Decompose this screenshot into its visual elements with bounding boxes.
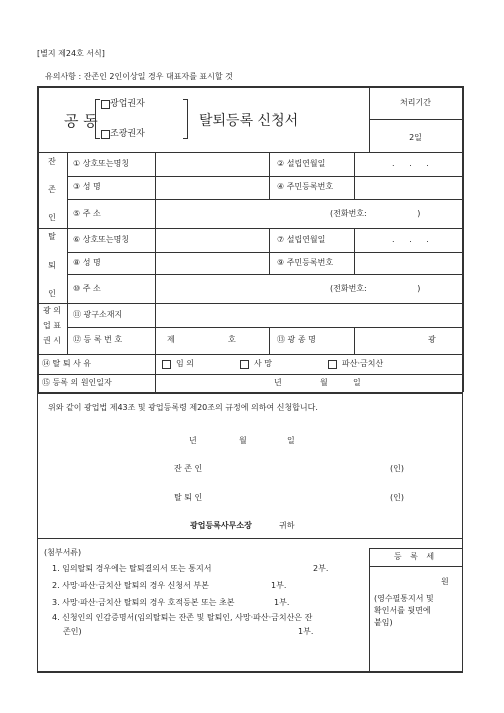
field-1-label: ① 상호또는명칭 [73,159,130,168]
field-14-label: ⑭ 탈 퇴 사 유 [42,359,92,368]
option-death: 사 망 [254,359,272,368]
field-6-label: ⑥ 상호또는명칭 [73,235,130,244]
cause-date-year: 년 [274,378,282,387]
registration-tax-input[interactable] [370,567,462,597]
withdrawer-label-3: 인 [48,289,56,298]
list-item: 1. 임의탈퇴 경우에는 탈퇴결의서 또는 통지서 [52,564,212,573]
list-item: 4. 신청인의 인감증명서(임의탈퇴는 잔존 및 탈퇴인, 사망·파산·금치산은 잔 [52,613,313,622]
field-6-input[interactable] [156,229,268,251]
field-9-input[interactable] [355,253,461,273]
processing-period-label: 처리기간 [400,98,431,107]
field-10-phone: (전화번호: ) [330,284,421,293]
field-5-phone: (전화번호: ) [330,209,421,218]
withdrawer-signer-seal[interactable]: (인) [390,493,404,502]
recipient: 광업등록사무소장 [190,521,252,530]
field-11-label: ⑪ 광구소재지 [73,310,123,319]
remaining-signer-label: 잔 존 인 [174,464,203,473]
cause-date-day: 일 [353,378,361,387]
field-4-label: ④ 주민등록번호 [277,182,334,191]
checkbox-bankruptcy[interactable] [328,360,337,369]
field-5-label: ⑤ 주 소 [73,209,101,218]
list-item: 2. 사망·파산·금치산 탈퇴의 경우 신청서 부본 [52,581,209,590]
field-8-label: ⑧ 성 명 [73,258,101,267]
option-mining-right-holder: 광업권자 [110,99,145,109]
checkbox-voluntary[interactable] [162,360,171,369]
registration-tax-note-1: (영수필통지서 및 [374,594,434,603]
field-10-label: ⑩ 주 소 [73,284,101,293]
remaining-person-label-1: 잔 [48,157,56,166]
field-15-label: ⑮ 등록 의 원인일자 [42,378,112,387]
registration-tax-label: 등 록 세 [393,552,438,561]
field-11-input[interactable] [156,304,461,326]
recipient-honorific: 귀하 [279,521,295,530]
checkbox-lease-right-holder[interactable] [101,130,110,139]
list-item-qty: 2부. [313,564,329,573]
mining-label-1: 광 의 [43,306,61,315]
statement-day: 일 [287,436,295,445]
withdrawer-label-2: 퇴 [48,261,56,270]
registration-tax-unit: 원 [441,577,449,586]
form-title: 탈퇴등록 신청서 [199,113,299,129]
option-bankruptcy: 파산·금치산 [342,359,384,368]
withdrawer-signer-label: 탈 퇴 인 [174,493,203,502]
option-voluntary: 임 의 [176,359,194,368]
field-4-input[interactable] [355,177,461,198]
statement-month: 월 [239,436,247,445]
mining-label-2: 업 표 [43,321,61,330]
field-2-input[interactable]: . . . [392,159,435,168]
registration-tax-note-3: 붙임) [374,618,393,627]
field-3-label: ③ 성 명 [73,182,101,191]
list-item-qty: 1부. [271,581,287,590]
field-7-input[interactable]: . . . [392,235,435,244]
field-2-label: ② 설립연월일 [277,159,326,168]
form-number: [별지 제24호 서식] [37,49,105,58]
title-prefix: 공 동 [64,112,98,130]
list-item: 3. 사망·파산·금치산 탈퇴의 경우 호적등본 또는 초본 [52,598,235,607]
field-3-input[interactable] [156,177,268,198]
checkbox-mining-right-holder[interactable] [101,100,110,109]
remaining-person-label-2: 존 [48,185,56,194]
field-13-label: ⑬ 광 종 명 [277,335,316,344]
notice-text: 유의사항 : 잔존인 2인이상일 경우 대표자를 표시할 것 [45,72,233,81]
application-statement: 위와 같이 광업법 제43조 및 광업등록령 제20조의 규정에 의하여 신청합니다. [48,403,318,412]
field-13-suffix: 광 [428,335,436,344]
option-lease-right-holder: 조광권자 [110,129,145,139]
statement-year: 년 [189,436,197,445]
registration-tax-note-2: 확인서를 뒷면에 [374,606,431,615]
processing-period-value: 2일 [409,133,422,142]
attachments-title: (첨부서류) [44,548,82,557]
withdrawer-label-1: 탈 [48,232,56,241]
list-item-qty: 1부. [274,598,290,607]
title-bracket-open [95,99,100,139]
field-12-label: ⑫ 등 록 번 호 [73,335,123,344]
list-item-qty: 1부. [298,627,314,636]
cause-date-month: 월 [320,378,328,387]
mining-label-3: 권 시 [43,336,61,345]
field-9-label: ⑨ 주민등록번호 [277,258,334,267]
title-bracket-close [183,99,188,139]
remaining-person-label-3: 인 [48,213,56,222]
field-12-prefix: 제 [167,335,175,344]
list-item: 존인) [63,627,82,636]
field-1-input[interactable] [156,153,268,175]
field-12-suffix: 호 [228,335,236,344]
remaining-signer-seal[interactable]: (인) [390,464,404,473]
field-7-label: ⑦ 설립연월일 [277,235,326,244]
field-8-input[interactable] [156,253,268,273]
checkbox-death[interactable] [240,360,249,369]
